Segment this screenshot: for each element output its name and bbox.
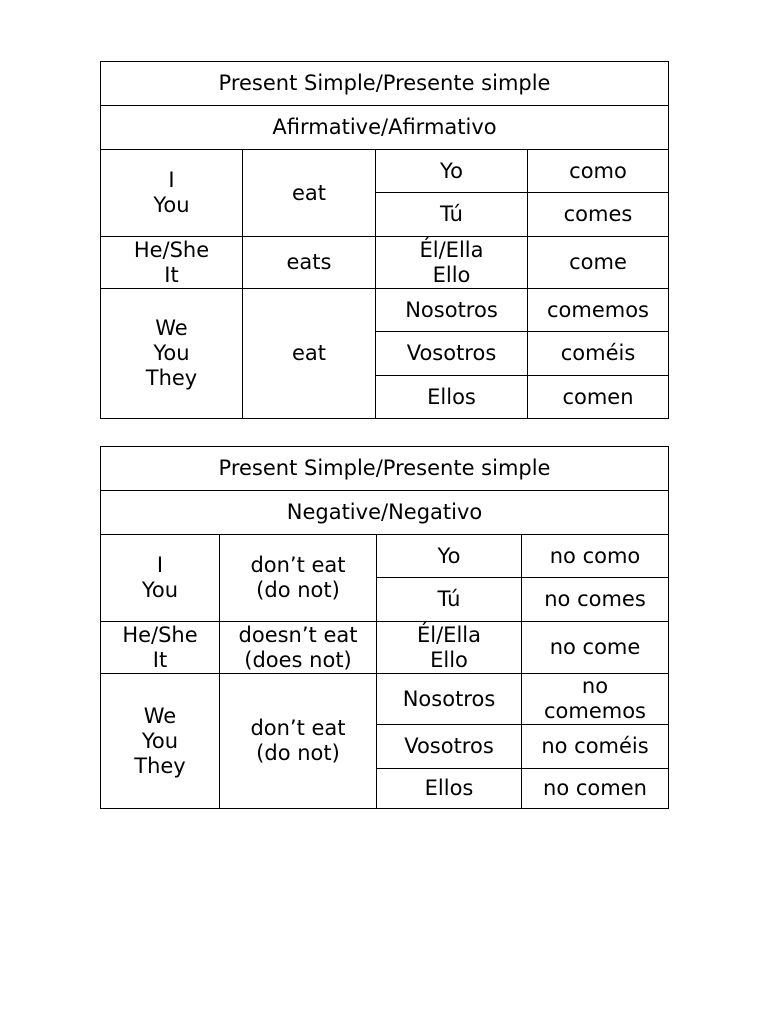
english-subject-line: They (134, 753, 186, 778)
english-subject-line: You (153, 193, 190, 217)
spanish-subject-line: Ellos (424, 776, 474, 800)
english-verb-line: (do not) (256, 741, 340, 765)
english-subject-line: I (168, 168, 175, 192)
spanish-subject-line: Ellos (427, 384, 476, 409)
table-subtitle: Afirmative/Afirmativo (101, 106, 669, 150)
spanish-subject-cell (377, 578, 522, 622)
english-verb-line: don’t eat (250, 553, 346, 577)
english-verb-line: eat (291, 180, 327, 205)
spanish-verb-line: no comes (544, 587, 646, 611)
spanish-subject-line: Vosotros (404, 734, 494, 758)
spanish-verb-cell (522, 622, 669, 674)
spanish-verb-cell (528, 150, 669, 193)
spanish-subject-line: Yo (437, 543, 461, 568)
spanish-subject-line: Ello (432, 262, 471, 287)
spanish-subject-line: Tú (437, 587, 461, 611)
english-subject-line: You (141, 728, 179, 753)
english-subject-cell (101, 622, 220, 674)
english-subject-line: You (153, 341, 190, 365)
spanish-verb-cell (522, 674, 669, 725)
spanish-verb-cell (528, 237, 669, 289)
english-subject-line: We (155, 316, 188, 340)
spanish-verb-line: comemos (543, 699, 647, 723)
english-verb-line: don’t eat (250, 716, 346, 740)
spanish-verb-line: comes (563, 202, 633, 226)
english-subject-cell (101, 535, 220, 622)
english-subject-cell (101, 674, 220, 809)
english-verb-cell (220, 535, 377, 622)
english-verb-cell (220, 622, 377, 674)
spanish-verb-cell (528, 332, 669, 376)
english-subject-line: It (164, 262, 179, 287)
spanish-verb-cell (522, 769, 669, 809)
spanish-verb-line: coméis (560, 341, 636, 365)
spanish-subject-cell (376, 237, 528, 289)
english-verb-cell (243, 150, 376, 237)
spanish-subject-line: Él/Ella (419, 237, 484, 262)
english-verb-line: eat (291, 341, 327, 365)
spanish-verb-cell (522, 535, 669, 578)
english-subject-cell (101, 289, 243, 419)
spanish-verb-cell (528, 193, 669, 237)
spanish-verb-line: comen (562, 384, 634, 409)
affirmative-table (100, 61, 669, 419)
spanish-subject-cell (376, 193, 528, 237)
spanish-subject-cell (376, 376, 528, 419)
spanish-subject-line: Él/Ella (417, 622, 481, 647)
negative-table (100, 446, 669, 809)
spanish-verb-cell (522, 725, 669, 769)
spanish-subject-line: Nosotros (402, 686, 496, 711)
spanish-subject-cell (377, 622, 522, 674)
spanish-verb-line: no comen (543, 776, 647, 800)
table-title: Present Simple/Presente simple (101, 62, 669, 106)
spanish-verb-cell (522, 578, 669, 622)
english-verb-cell (220, 674, 377, 809)
english-subject-line: It (152, 647, 168, 672)
english-subject-cell (101, 150, 243, 237)
spanish-subject-cell (377, 769, 522, 809)
english-verb-line: doesn’t eat (238, 622, 358, 647)
spanish-subject-line: Yo (440, 158, 463, 183)
spanish-verb-line: no coméis (541, 734, 649, 758)
spanish-subject-cell (376, 332, 528, 376)
english-subject-line: We (143, 703, 177, 728)
spanish-verb-cell (528, 376, 669, 419)
spanish-subject-cell (377, 674, 522, 725)
english-verb-cell (243, 289, 376, 419)
spanish-subject-cell (376, 150, 528, 193)
spanish-subject-cell (377, 535, 522, 578)
spanish-subject-cell (376, 289, 528, 332)
english-verb-line: (does not) (244, 647, 352, 672)
spanish-verb-line: como (569, 158, 627, 183)
spanish-verb-line: come (569, 250, 627, 274)
table-title: Present Simple/Presente simple (101, 447, 669, 491)
spanish-verb-cell (528, 289, 669, 332)
english-verb-line: (do not) (256, 578, 340, 602)
spanish-verb-line: no (581, 674, 609, 698)
english-verb-cell (243, 237, 376, 289)
english-subject-line: They (145, 366, 198, 390)
spanish-subject-line: Nosotros (405, 297, 498, 322)
table-subtitle: Negative/Negativo (101, 491, 669, 535)
english-subject-line: You (141, 578, 179, 602)
spanish-subject-line: Tú (440, 202, 463, 226)
english-subject-line: He/She (122, 622, 198, 647)
english-subject-line: I (156, 553, 164, 577)
spanish-subject-line: Vosotros (406, 341, 497, 365)
english-subject-cell (101, 237, 243, 289)
english-verb-line: eats (286, 250, 332, 274)
english-subject-line: He/She (133, 237, 210, 262)
spanish-verb-line: no como (549, 543, 641, 568)
spanish-verb-line: no come (549, 635, 641, 659)
spanish-subject-cell (377, 725, 522, 769)
spanish-verb-line: comemos (546, 297, 650, 322)
spanish-subject-line: Ello (430, 647, 468, 672)
